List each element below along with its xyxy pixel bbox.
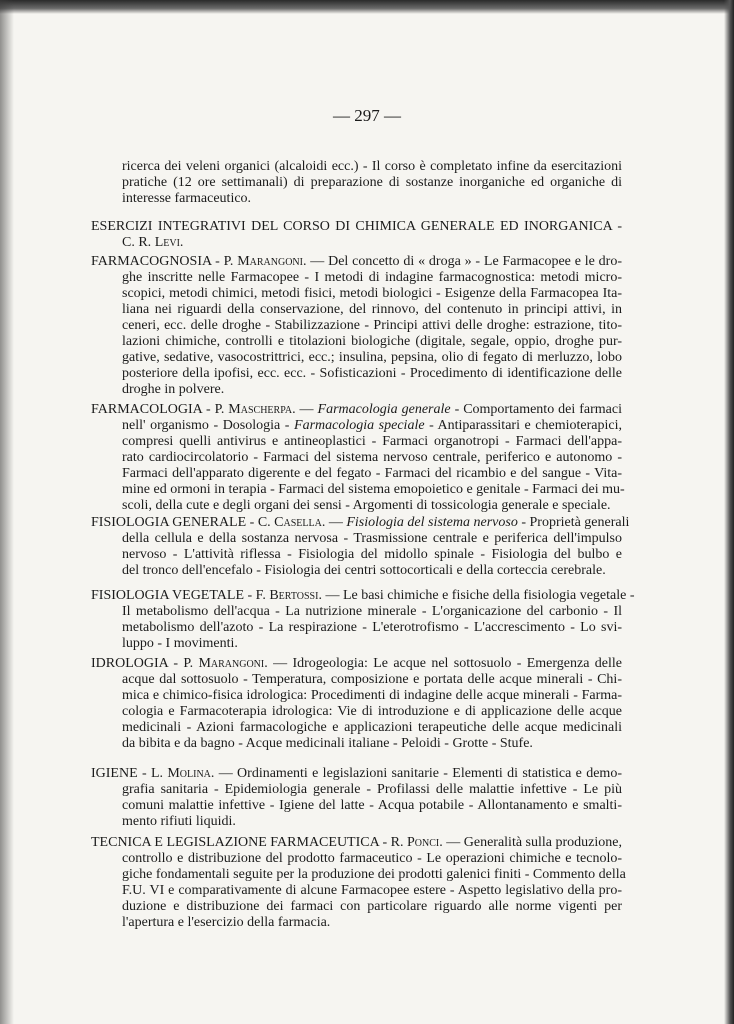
text-line [122,334,622,350]
section-idrologia [91,656,622,752]
text-segment: - Antiparassitari e chemioterapici, [424,418,622,433]
text-segment: giche fondamentali seguite per la produzione dei prodotti galenici finiti - Commento della [122,867,626,882]
text-line [122,704,622,720]
text-line [122,604,622,620]
text-segment: lazioni chimiche, controlli e titolazioni biologiche (digitale, segale, oppio, droghe pur- [122,334,622,349]
text-segment: FARMACOLOGIA - P. [91,402,229,417]
text-line [122,302,622,318]
text-line [122,450,622,466]
section-tecnica-legislazione [91,835,626,931]
page-number: — 297 — [333,106,401,125]
section-farmacologia [91,402,625,514]
text-segment: — Ordinamenti e legislazioni sanitarie - Elementi di statistica e demo- [214,766,622,781]
text-segment: grafia sanitaria - Epidemiologia generale - Profilassi delle malattie infettive - Le più [122,782,622,797]
topic-italic: Fisiologia del sistema nervoso [346,515,518,530]
text-segment: nervoso - L'attività riflessa - Fisiologia del midollo spinale - Fisiologia del bulbo e [122,547,622,562]
text-line [122,466,622,482]
text-line [91,254,622,270]
text-segment: gative, sedative, vasocostrittrici, ecc.; insulina, pepsina, olio di fegato di merluzzo, lobo [122,350,622,365]
text-segment: acque dal sottosuolo - Temperatura, composizione e portata delle acque minerali - Chi- [122,672,622,687]
text-line [91,515,630,531]
text-segment: — [295,402,318,417]
text-line [122,286,622,302]
scan-left-edge [0,0,14,1024]
text-segment: medicinali - Azioni farmacologiche e applicazioni terapeutiche delle acque medicinali [122,720,622,735]
text-line [122,318,622,334]
text-segment: - Comportamento dei farmaci [450,402,622,417]
scan-top-edge [0,0,734,14]
section-fisiologia-generale [91,515,630,579]
text-line [122,814,622,830]
text-segment: interesse farmaceutico. [122,191,252,206]
author-name: Marangoni. [237,254,307,269]
text-line [122,235,622,251]
text-line [91,656,622,672]
topic-italic: Farmacologia generale [317,402,451,417]
text-line [91,835,622,851]
text-line [122,547,622,563]
text-line [122,191,622,207]
text-segment: — Generalità sulla produzione, [442,835,622,850]
text-line [122,270,622,286]
text-segment: mine ed ormoni in terapia - Farmaci del sistema emopoietico e genitale - Farmaci dei mu- [122,482,625,497]
author-name: Ponci. [406,835,443,850]
text-segment: - Proprietà generali [517,515,630,530]
text-line [122,672,622,688]
text-line [122,482,625,498]
text-segment: nell' organismo - Dosologia - [122,418,295,433]
text-line [122,498,622,514]
text-segment: ghe inscritte nelle Farmacopee - I metodi di indagine farmacognostica: metodi micro- [122,270,622,285]
text-segment: scoli, della cute e degli organi dei sensi - Argomenti di tossicologia generale e speciale. [122,498,611,513]
text-segment: della cellula e della sostanza nervosa - Trasmissione centrale e periferica dell'impulso [122,531,622,546]
text-segment: del tronco dell'encefalo - Fisiologia dei centri sottocorticali e della corteccia cerebrale. [122,563,606,578]
text-line [91,402,622,418]
text-line [122,915,622,931]
intro-continuation [91,159,622,207]
text-line [122,688,622,704]
text-line [91,766,622,782]
text-line [91,588,635,604]
section-igiene [91,766,622,830]
text-line [122,798,622,814]
text-line [122,736,622,752]
text-segment: ESERCIZI INTEGRATIVI DEL CORSO DI CHIMICA GENERALE ED INORGANICA - [91,219,622,234]
text-segment: TECNICA E LEGISLAZIONE FARMACEUTICA - R. [91,835,407,850]
author-name: Casella. [274,515,326,530]
author-name: Levi. [154,235,184,250]
text-line [122,434,622,450]
text-line [122,382,622,398]
text-segment: compresi quelli antivirus e antineoplastici - Farmaci organotropi - Farmaci dell'appa- [122,434,622,449]
text-segment: — Del concetto di « droga » - Le Farmacopee e le dro- [306,254,622,269]
text-line [122,175,622,191]
text-segment: Farmaci dell'apparato digerente e del fegato - Farmaci del ricambio e del sangue - Vita- [122,466,622,481]
text-segment: da bibita e da bagno - Acque medicinali italiane - Peloidi - Grotte - Stufe. [122,736,533,751]
text-segment: liana nei riguardi della conservazione, del rinnovo, del contenuto in principi attivi, in [122,302,622,317]
scan-right-edge [724,0,734,1024]
text-segment: ceneri, ecc. delle droghe - Stabilizzazione - Principi attivi delle droghe: estrazione, tito- [122,318,622,333]
text-line [122,531,622,547]
section-esercizi-integrativi [91,219,622,251]
text-segment: comuni malattie infettive - Igiene del latte - Acqua potabile - Allontanamento e smalti- [122,798,622,813]
text-segment: mento rifiuti liquidi. [122,814,236,829]
text-segment: posteriore della ipofisi, ecc. ecc. - Sofisticazioni - Procedimento di identificazione delle [122,366,622,381]
text-segment: — Idrogeologia: Le acque nel sottosuolo - Emergenza delle [267,656,622,671]
text-segment: droghe in polvere. [122,382,225,397]
text-line [122,720,622,736]
text-segment: F.U. VI e comparativamente di alcune Farmacopee estere - Aspetto legislativo della pro- [122,883,622,898]
text-segment: cologia e Farmacoterapia idrologica: Vie di introduzione e di applicazione delle acque [122,704,622,719]
text-segment: pratiche (12 ore settimanali) di preparazione di sostanze inorganiche ed organiche di [122,175,622,190]
text-segment: mica e chimico-fisica idrologica: Procedimenti di indagine delle acque minerali - Farma- [122,688,622,703]
text-segment: FISIOLOGIA GENERALE - C. [91,515,275,530]
section-fisiologia-vegetale [91,588,635,652]
text-segment: C. R. [122,235,155,250]
text-segment: ricerca dei veleni organici (alcaloidi ecc.) - Il corso è completato infine da esercitazioni [122,159,622,174]
text-segment: controllo e distribuzione del prodotto farmaceutico - Le operazioni chimiche e tecnolo- [122,851,622,866]
text-segment: luppo - I movimenti. [122,636,238,651]
text-segment: — [325,515,347,530]
text-line [122,851,622,867]
text-segment: rato cardiocircolatorio - Farmaci del sistema nervoso centrale, periferico e autonomo - [122,450,622,465]
text-line [122,563,622,579]
text-segment: metabolismo dell'azoto - La respirazione - L'eterotrofismo - L'accrescimento - Lo svi- [122,620,622,635]
section-farmacognosia [91,254,622,398]
text-line [91,219,622,235]
text-segment: duzione e distribuzione dei farmaci con particolare riguardo alle norme vigenti per [122,899,622,914]
text-line [122,782,622,798]
text-line [122,350,622,366]
text-segment: l'apertura e l'esercizio della farmacia. [122,915,331,930]
text-segment: — Le basi chimiche e fisiche della fisiologia vegetale - [321,588,635,603]
text-line [122,883,622,899]
text-segment: FISIOLOGIA VEGETALE - F. [91,588,270,603]
text-line [122,620,622,636]
text-segment: Il metabolismo dell'acqua - La nutrizione minerale - L'organicazione del carbonio - Il [122,604,622,619]
text-line [122,636,622,652]
author-name: Marangoni. [198,656,268,671]
text-line [122,418,622,434]
text-segment: scopici, metodi chimici, metodi fisici, metodi biologici - Esigenze della Farmacopea Ita- [122,286,622,301]
author-name: Bertossi. [269,588,322,603]
text-line [122,159,622,175]
text-line [122,366,622,382]
text-line [122,899,622,915]
text-segment: IDROLOGIA - P. [91,656,199,671]
author-name: Mascherpa. [228,402,296,417]
topic-italic: Farmacologia speciale [294,418,425,433]
text-segment: IGIENE - L. [91,766,168,781]
text-segment: FARMACOGNOSIA - P. [91,254,238,269]
author-name: Molina. [167,766,215,781]
text-line [122,867,626,883]
